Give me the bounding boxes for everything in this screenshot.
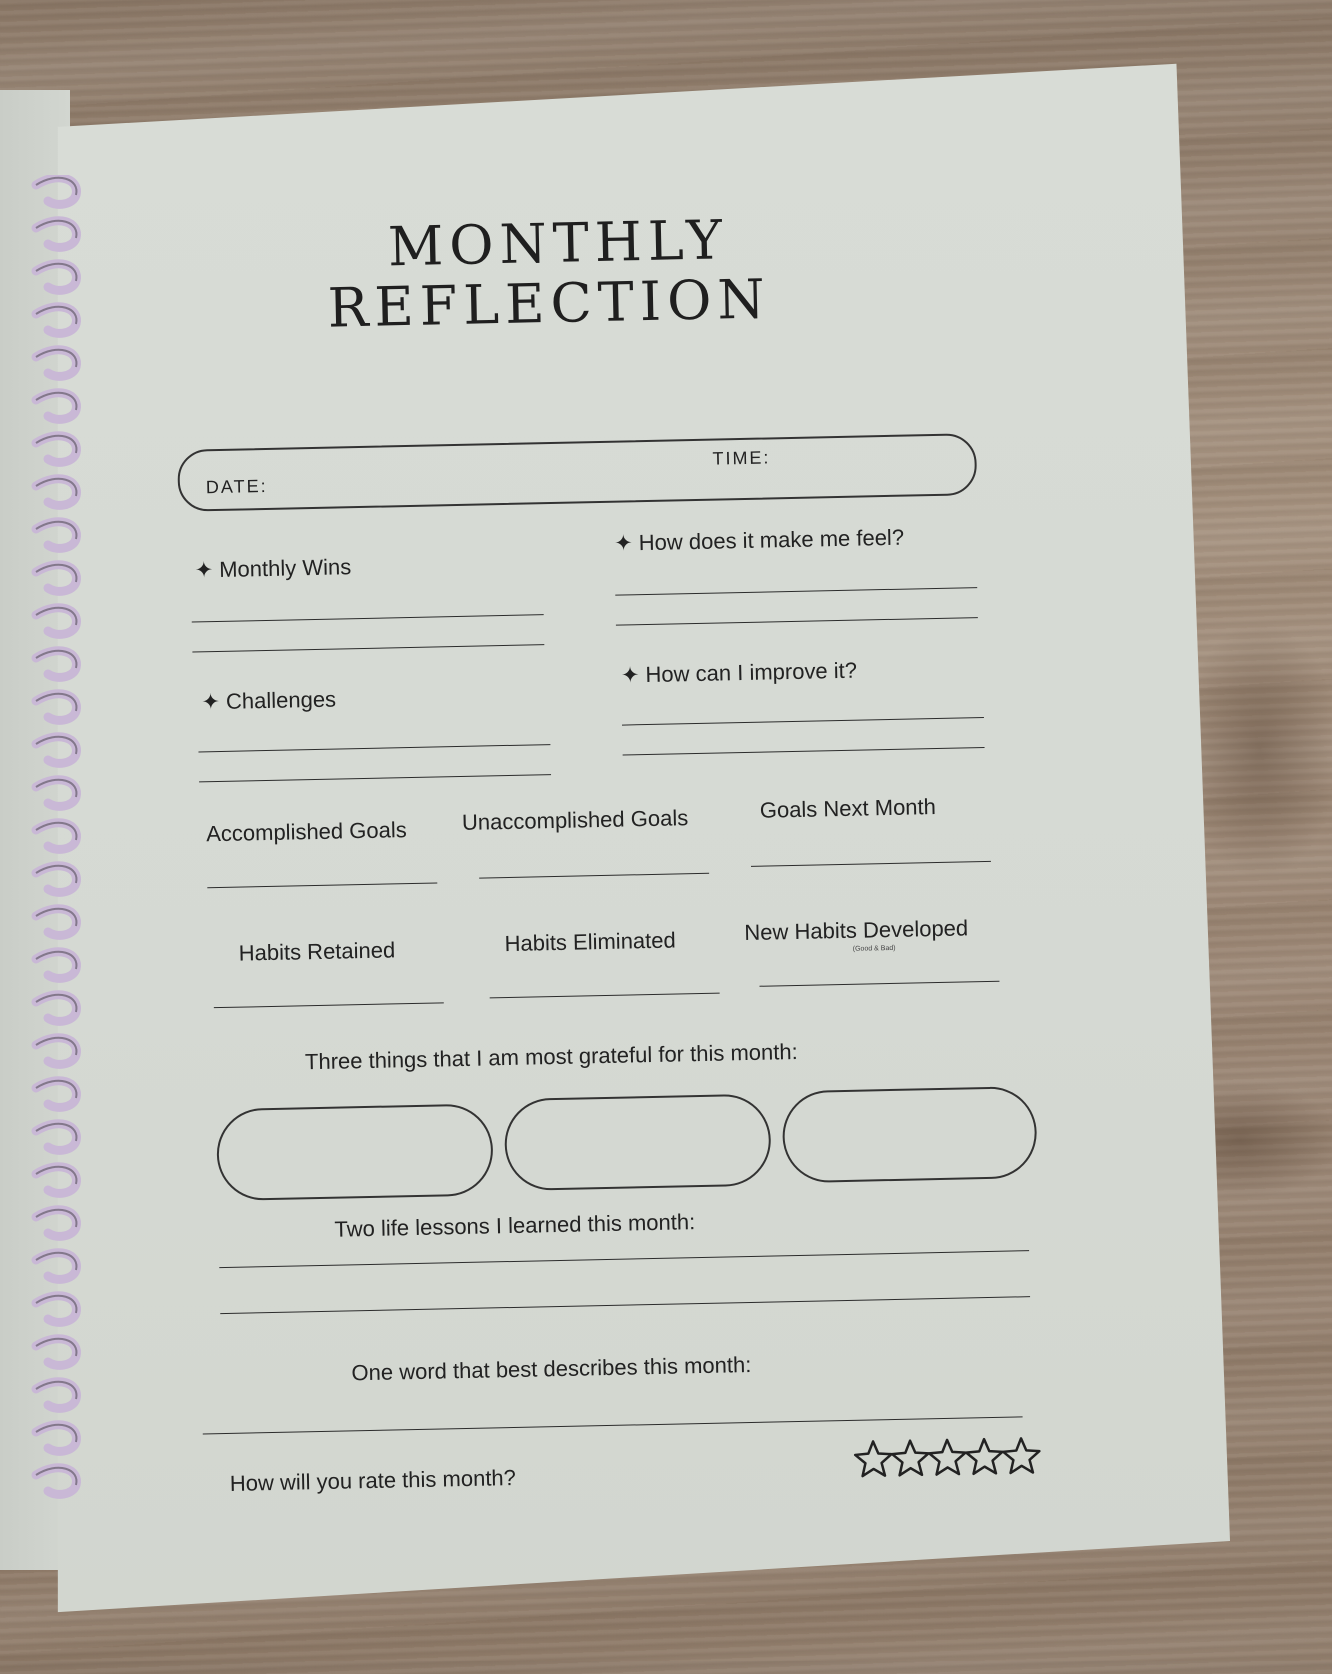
habits-eliminated-line	[490, 993, 720, 999]
improve-line-2	[623, 747, 985, 756]
star-icon[interactable]	[1003, 1438, 1040, 1473]
challenges-line-1	[198, 744, 550, 752]
time-label: TIME:	[712, 447, 771, 469]
one-word-label: One word that best describes this month:	[351, 1352, 752, 1386]
star-icon[interactable]	[929, 1440, 966, 1475]
date-time-bar	[177, 433, 977, 512]
rating-stars[interactable]	[853, 1434, 1044, 1482]
star-icon[interactable]	[966, 1439, 1003, 1474]
challenges-line-2	[199, 774, 551, 782]
habits-eliminated-label: Habits Eliminated	[504, 927, 676, 957]
feel-line-2	[616, 617, 978, 626]
grateful-box-2	[504, 1094, 772, 1192]
feel-line-1	[615, 587, 977, 596]
habits-retained-label: Habits Retained	[238, 937, 396, 966]
unaccomplished-goals-label: Unaccomplished Goals	[461, 805, 689, 835]
grateful-label: Three things that I am most grateful for this month:	[304, 1038, 798, 1075]
challenges-label: ✦ Challenges	[201, 686, 337, 715]
page-title-line2: REFLECTION	[327, 267, 772, 340]
new-habits-line	[759, 981, 999, 987]
wins-line-2	[192, 644, 544, 652]
one-word-line	[203, 1416, 1023, 1434]
rate-month-label: How will you rate this month?	[229, 1464, 517, 1496]
unaccomplished-goals-line	[479, 873, 709, 879]
habits-retained-line	[214, 1002, 444, 1008]
star-icon[interactable]	[855, 1441, 892, 1476]
date-label: DATE:	[205, 475, 268, 498]
life-lesson-line-2	[220, 1296, 1030, 1314]
star-icon[interactable]	[892, 1440, 929, 1475]
feel-label: ✦ How does it make me feel?	[613, 524, 905, 556]
new-habits-developed-label: New Habits Developed	[744, 915, 969, 946]
accomplished-goals-label: Accomplished Goals	[205, 817, 407, 847]
wins-line-1	[192, 614, 544, 622]
accomplished-goals-line	[207, 882, 437, 888]
monthly-wins-label: ✦ Monthly Wins	[194, 554, 352, 583]
good-and-bad-note: (Good & Bad)	[852, 944, 896, 953]
goals-next-month-line	[751, 861, 991, 867]
life-lessons-label: Two life lessons I learned this month:	[334, 1209, 696, 1242]
improve-label: ✦ How can I improve it?	[620, 657, 858, 688]
grateful-box-3	[782, 1086, 1038, 1183]
page-title-line1: MONTHLY	[387, 208, 729, 279]
goals-next-month-label: Goals Next Month	[759, 794, 937, 823]
life-lesson-line-1	[219, 1250, 1029, 1268]
improve-line-1	[622, 717, 984, 726]
grateful-box-1	[216, 1103, 494, 1201]
